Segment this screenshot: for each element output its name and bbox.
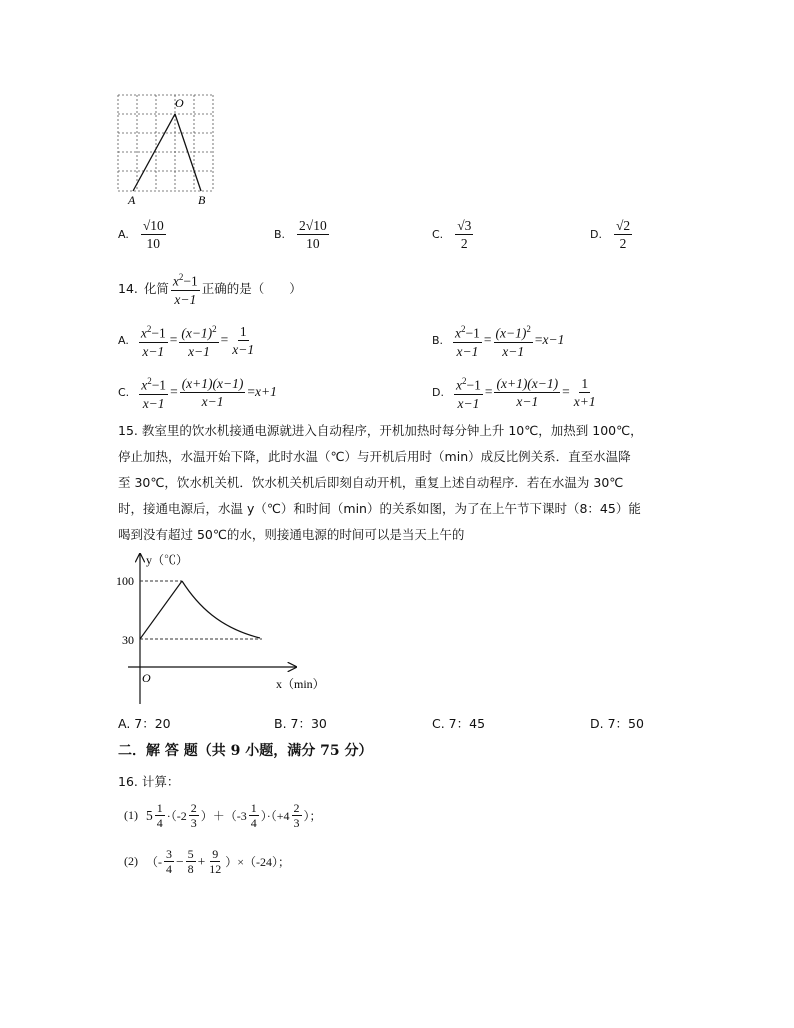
part-label: (1) [124,808,138,822]
p1-num-1: 1 [156,801,163,815]
tick-30-label: 30 [122,633,134,647]
d-rhs1-den: x−1 [516,393,539,409]
segment-oa [133,114,175,191]
option-b-numerator: 2√10 [299,218,327,233]
p2-num-2: 5 [187,847,194,861]
option-label: C. [432,228,444,241]
tick-100-label: 100 [116,574,134,588]
option-a-numerator: √10 [142,218,164,233]
y-axis-label: y（℃） [146,553,189,567]
q15-option-b[interactable]: B. 7：30 [274,716,327,731]
d-rhs1-num: (x+1)(x−1) [496,375,559,391]
section-2-heading: 二．解 答 题（共 9 小题，满分 75 分） [118,743,373,759]
a-rhs1-den: x−1 [188,343,210,359]
point-b-label: B [198,193,206,207]
b-rhs1-num: (x−1) [495,325,527,341]
lhs-den: x−1 [174,291,197,307]
q15-option-c[interactable]: C. 7：45 [432,716,486,731]
q14-option-d[interactable]: D. $\frac{x^2-1}{x-1}$ = $\frac{(x+1)(x-1)}{x-1}$ = $\frac{1}{x+1}$ [432,375,596,411]
q13-option-a[interactable] [118,218,168,251]
b-rhs1-exp: 2 [526,324,531,334]
q15-line-1: 15. 教室里的饮水机接通电源就进入自动程序，开机加热时每分钟上升 10℃，加热到 100℃， [118,423,643,438]
p1-den-1: 4 [156,816,163,830]
q15-option-d[interactable]: D. 7：50 [590,716,644,731]
a-rhs1-exp: 2 [212,324,217,334]
lhs-x: x [172,273,179,289]
p2-den-2: 8 [187,862,194,876]
p1-text-5: ）； [303,809,322,823]
q16-part-2 [124,848,290,875]
option-c-numerator: √3 [457,218,472,233]
q14-suffix: 正确的是（ ） [201,281,302,297]
part-label: (2) [124,854,138,868]
a-rhs2-num: 1 [239,323,247,339]
point-o-label: O [175,96,184,110]
option-c-denominator: 2 [460,236,468,251]
p2-text-4: ）×（-24）； [225,855,291,869]
q15-line-5: 喝到没有超过 50℃的水，则接通电源的时间可以是当天上午的 [118,527,465,542]
d-rhs2-num: 1 [581,375,589,391]
heating-segment [140,581,182,639]
q14-number: 14. [118,280,138,296]
cooling-curve [182,581,260,638]
p1-whole-1: 5 [146,807,153,823]
c-rhs1-num: (x+1)(x−1) [181,375,244,391]
b-result: x−1 [542,332,565,348]
a-rhs2-den: x−1 [232,341,255,357]
p2-den-1: 4 [166,862,172,876]
lhs-num-rest: −1 [183,273,198,289]
p2-den-3: 12 [209,862,222,876]
p2-text-3: + [197,853,206,869]
q14-option-c[interactable]: C. $\frac{x^2-1}{x-1}$ = $\frac{(x+1)(x-1)}{x-1}$ = x+1 [118,375,277,411]
option-d-numerator: √2 [615,218,631,233]
q15-stem [118,418,643,548]
p2-num-1: 3 [166,847,172,861]
q14-option-b[interactable]: B. $\frac{x^2-1}{x-1}$ = $\frac{(x-1)^2}{x-1}$ = x−1 [432,324,565,359]
q15-line-3: 至 30℃，饮水机关机．饮水机关机后即刻自动开机，重复上述自动程序．若在水温为 30℃ [118,475,624,490]
q13-option-b[interactable] [274,218,331,251]
p2-num-3: 9 [212,847,219,861]
q15-line-2: 停止加热，水温开始下降，此时水温（℃）与开机后用时（min）成反比例关系．直至水温降 [118,449,631,464]
p1-text-2: ·（-2 [166,809,187,823]
lhs-exp: 2 [178,272,184,282]
p1-den-3: 4 [250,816,257,830]
q15-temperature-chart [112,548,342,708]
p1-den-2: 3 [190,816,197,830]
d-rhs2-den: x+1 [573,393,596,409]
q14-stem [118,270,302,307]
origin-label: O [142,671,151,685]
c-rhs1-den: x−1 [201,393,224,409]
x-axis-label: x（min） [276,677,325,691]
q13-option-c[interactable] [432,218,475,251]
p1-den-4: 3 [293,816,300,830]
segment-ob [175,114,201,191]
q16-part-1 [124,802,322,829]
p1-text-4: ）·（+4 [260,809,290,823]
p1-num-3: 1 [250,801,257,815]
option-a-denominator: 10 [146,236,161,251]
option-label: A. [118,228,129,241]
q13-grid-figure [112,92,220,208]
p1-num-2: 2 [190,801,197,815]
p2-text-1: （- [146,855,162,869]
b-rhs1-den: x−1 [502,343,525,359]
q14-option-a[interactable]: A. $\frac{x^2-1}{x-1}$ = $\frac{(x-1)^2}{x-1}$ = $\frac{1}{x-1}$ [118,323,255,359]
c-result: x+1 [255,384,277,400]
p1-text-3: ）＋（-3 [200,809,247,823]
q14-prefix: 化简 [143,281,169,297]
option-label: B. [274,228,286,241]
option-d-denominator: 2 [619,236,627,251]
option-label: A. [118,333,129,347]
p1-num-4: 2 [293,801,300,815]
q16-title: 16. 计算： [118,774,180,789]
q15-option-a[interactable]: A. 7：20 [118,716,171,731]
option-label: D. [590,228,602,241]
option-label: B. [432,333,444,347]
option-b-denominator: 10 [306,236,320,251]
a-rhs1-num: (x−1) [181,325,213,341]
p2-text-2: − [176,853,184,869]
q15-line-4: 时，接通电源后，水温 y（℃）和时间（min）的关系如图，为了在上午节下课时（8：45）能 [118,501,641,516]
q13-option-d[interactable] [590,218,634,251]
point-a-label: A [128,193,136,207]
option-label: D. [432,385,444,399]
option-label: C. [118,385,130,399]
